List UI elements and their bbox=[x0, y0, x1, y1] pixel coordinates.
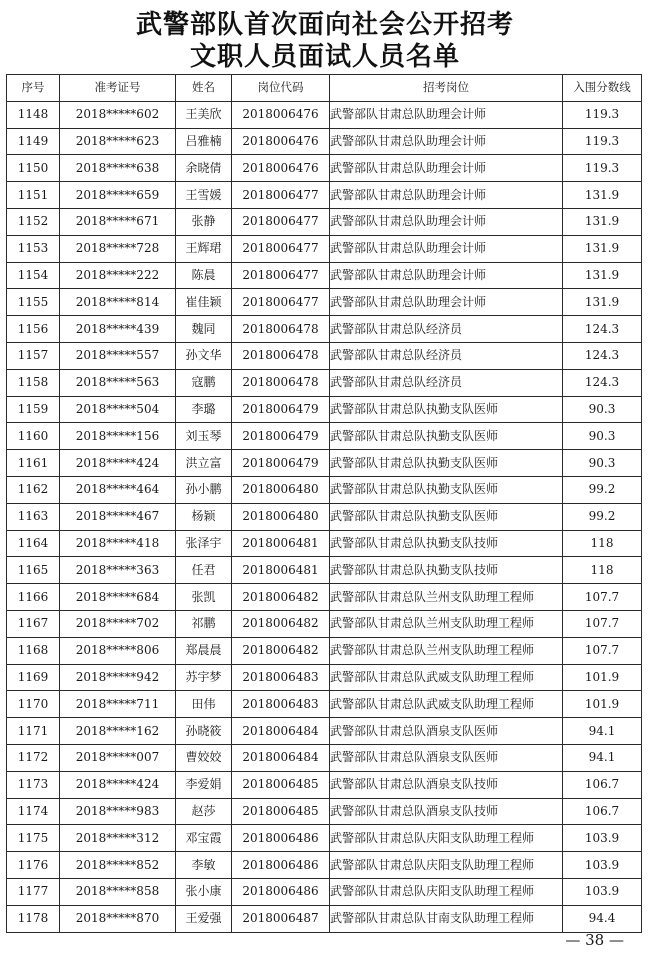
score-cell: 99.2 bbox=[563, 476, 642, 503]
table-row bbox=[7, 852, 642, 879]
post-code-cell: 2018006481 bbox=[232, 530, 330, 557]
name-cell: 刘玉琴 bbox=[176, 423, 232, 450]
seq-cell: 1169 bbox=[7, 664, 60, 691]
ticket-cell: 2018*****363 bbox=[60, 557, 176, 584]
post-cell: 武警部队甘肃总队执勤支队技师 bbox=[330, 530, 563, 557]
post-cell: 武警部队甘肃总队助理会计师 bbox=[330, 289, 563, 316]
table-row bbox=[7, 289, 642, 316]
name-cell: 余晓倩 bbox=[176, 155, 232, 182]
post-code-cell: 2018006477 bbox=[232, 262, 330, 289]
page-number: — 38 — bbox=[565, 931, 624, 949]
score-cell: 131.9 bbox=[563, 235, 642, 262]
ticket-cell: 2018*****638 bbox=[60, 155, 176, 182]
name-cell: 洪立富 bbox=[176, 450, 232, 477]
post-cell: 武警部队甘肃总队庆阳支队助理工程师 bbox=[330, 878, 563, 905]
score-cell: 118 bbox=[563, 530, 642, 557]
table-row bbox=[7, 476, 642, 503]
name-cell: 李敏 bbox=[176, 852, 232, 879]
post-code-cell: 2018006484 bbox=[232, 718, 330, 745]
score-cell: 131.9 bbox=[563, 182, 642, 209]
ticket-cell: 2018*****464 bbox=[60, 476, 176, 503]
score-cell: 124.3 bbox=[563, 316, 642, 343]
table-row bbox=[7, 182, 642, 209]
ticket-cell: 2018*****222 bbox=[60, 262, 176, 289]
table-row bbox=[7, 771, 642, 798]
score-cell: 103.9 bbox=[563, 878, 642, 905]
post-code-cell: 2018006482 bbox=[232, 584, 330, 611]
seq-cell: 1148 bbox=[7, 101, 60, 128]
score-cell: 118 bbox=[563, 557, 642, 584]
table-row bbox=[7, 342, 642, 369]
post-code-cell: 2018006486 bbox=[232, 852, 330, 879]
seq-cell: 1171 bbox=[7, 718, 60, 745]
seq-cell: 1151 bbox=[7, 182, 60, 209]
name-cell: 祁鹏 bbox=[176, 610, 232, 637]
post-code-cell: 2018006484 bbox=[232, 744, 330, 771]
post-code-cell: 2018006485 bbox=[232, 771, 330, 798]
name-cell: 张凯 bbox=[176, 584, 232, 611]
ticket-cell: 2018*****852 bbox=[60, 852, 176, 879]
score-cell: 90.3 bbox=[563, 396, 642, 423]
score-cell: 131.9 bbox=[563, 208, 642, 235]
seq-cell: 1160 bbox=[7, 423, 60, 450]
seq-cell: 1172 bbox=[7, 744, 60, 771]
post-cell: 武警部队甘肃总队甘南支队助理工程师 bbox=[330, 905, 563, 932]
page-title-line-1: 武警部队首次面向社会公开招考 bbox=[135, 10, 514, 40]
name-cell: 孙小鹏 bbox=[176, 476, 232, 503]
name-cell: 张静 bbox=[176, 208, 232, 235]
post-code-cell: 2018006486 bbox=[232, 825, 330, 852]
ticket-cell: 2018*****671 bbox=[60, 208, 176, 235]
post-cell: 武警部队甘肃总队执勤支队医师 bbox=[330, 423, 563, 450]
post-code-cell: 2018006478 bbox=[232, 369, 330, 396]
post-cell: 武警部队甘肃总队助理会计师 bbox=[330, 182, 563, 209]
table-row bbox=[7, 503, 642, 530]
post-cell: 武警部队甘肃总队酒泉支队技师 bbox=[330, 771, 563, 798]
post-cell: 武警部队甘肃总队助理会计师 bbox=[330, 262, 563, 289]
ticket-cell: 2018*****659 bbox=[60, 182, 176, 209]
ticket-cell: 2018*****623 bbox=[60, 128, 176, 155]
header-name: 姓名 bbox=[176, 75, 232, 102]
post-code-cell: 2018006477 bbox=[232, 182, 330, 209]
score-cell: 124.3 bbox=[563, 369, 642, 396]
post-code-cell: 2018006482 bbox=[232, 610, 330, 637]
name-cell: 吕雅楠 bbox=[176, 128, 232, 155]
table-row bbox=[7, 557, 642, 584]
table-row bbox=[7, 101, 642, 128]
table-row bbox=[7, 262, 642, 289]
post-cell: 武警部队甘肃总队经济员 bbox=[330, 316, 563, 343]
post-code-cell: 2018006476 bbox=[232, 155, 330, 182]
ticket-cell: 2018*****983 bbox=[60, 798, 176, 825]
name-cell: 崔佳颖 bbox=[176, 289, 232, 316]
score-cell: 94.1 bbox=[563, 744, 642, 771]
score-cell: 94.4 bbox=[563, 905, 642, 932]
seq-cell: 1170 bbox=[7, 691, 60, 718]
post-cell: 武警部队甘肃总队执勤支队医师 bbox=[330, 396, 563, 423]
name-cell: 寇鹏 bbox=[176, 369, 232, 396]
table-row bbox=[7, 610, 642, 637]
seq-cell: 1178 bbox=[7, 905, 60, 932]
header-post: 招考岗位 bbox=[330, 75, 563, 102]
score-cell: 90.3 bbox=[563, 423, 642, 450]
seq-cell: 1155 bbox=[7, 289, 60, 316]
score-cell: 131.9 bbox=[563, 262, 642, 289]
table-row bbox=[7, 798, 642, 825]
seq-cell: 1163 bbox=[7, 503, 60, 530]
score-cell: 119.3 bbox=[563, 101, 642, 128]
post-cell: 武警部队甘肃总队助理会计师 bbox=[330, 128, 563, 155]
header-score: 入围分数线 bbox=[563, 75, 642, 102]
seq-cell: 1159 bbox=[7, 396, 60, 423]
header-post-code: 岗位代码 bbox=[232, 75, 330, 102]
seq-cell: 1161 bbox=[7, 450, 60, 477]
ticket-cell: 2018*****602 bbox=[60, 101, 176, 128]
post-cell: 武警部队甘肃总队兰州支队助理工程师 bbox=[330, 637, 563, 664]
ticket-cell: 2018*****858 bbox=[60, 878, 176, 905]
table-row bbox=[7, 718, 642, 745]
ticket-cell: 2018*****563 bbox=[60, 369, 176, 396]
post-cell: 武警部队甘肃总队兰州支队助理工程师 bbox=[330, 610, 563, 637]
post-cell: 武警部队甘肃总队武威支队助理工程师 bbox=[330, 664, 563, 691]
score-cell: 90.3 bbox=[563, 450, 642, 477]
table-row bbox=[7, 691, 642, 718]
seq-cell: 1156 bbox=[7, 316, 60, 343]
name-cell: 杨颖 bbox=[176, 503, 232, 530]
post-cell: 武警部队甘肃总队酒泉支队医师 bbox=[330, 718, 563, 745]
ticket-cell: 2018*****424 bbox=[60, 450, 176, 477]
name-cell: 李爱娟 bbox=[176, 771, 232, 798]
score-cell: 124.3 bbox=[563, 342, 642, 369]
table-row bbox=[7, 744, 642, 771]
post-code-cell: 2018006478 bbox=[232, 316, 330, 343]
table-row bbox=[7, 637, 642, 664]
name-cell: 任君 bbox=[176, 557, 232, 584]
seq-cell: 1152 bbox=[7, 208, 60, 235]
name-cell: 田伟 bbox=[176, 691, 232, 718]
post-code-cell: 2018006476 bbox=[232, 101, 330, 128]
name-cell: 王雪媛 bbox=[176, 182, 232, 209]
post-cell: 武警部队甘肃总队经济员 bbox=[330, 369, 563, 396]
seq-cell: 1166 bbox=[7, 584, 60, 611]
name-cell: 张小康 bbox=[176, 878, 232, 905]
name-cell: 曹姣姣 bbox=[176, 744, 232, 771]
ticket-cell: 2018*****007 bbox=[60, 744, 176, 771]
post-cell: 武警部队甘肃总队经济员 bbox=[330, 342, 563, 369]
name-cell: 王爱强 bbox=[176, 905, 232, 932]
post-cell: 武警部队甘肃总队执勤支队医师 bbox=[330, 476, 563, 503]
seq-cell: 1165 bbox=[7, 557, 60, 584]
candidate-table bbox=[6, 74, 642, 933]
post-cell: 武警部队甘肃总队执勤支队技师 bbox=[330, 557, 563, 584]
post-cell: 武警部队甘肃总队助理会计师 bbox=[330, 101, 563, 128]
ticket-cell: 2018*****728 bbox=[60, 235, 176, 262]
ticket-cell: 2018*****557 bbox=[60, 342, 176, 369]
ticket-cell: 2018*****504 bbox=[60, 396, 176, 423]
ticket-cell: 2018*****156 bbox=[60, 423, 176, 450]
ticket-cell: 2018*****162 bbox=[60, 718, 176, 745]
post-code-cell: 2018006480 bbox=[232, 476, 330, 503]
name-cell: 张泽宇 bbox=[176, 530, 232, 557]
seq-cell: 1150 bbox=[7, 155, 60, 182]
seq-cell: 1157 bbox=[7, 342, 60, 369]
table-row bbox=[7, 530, 642, 557]
table-row bbox=[7, 584, 642, 611]
seq-cell: 1149 bbox=[7, 128, 60, 155]
seq-cell: 1154 bbox=[7, 262, 60, 289]
name-cell: 陈晨 bbox=[176, 262, 232, 289]
table-row bbox=[7, 369, 642, 396]
table-row bbox=[7, 208, 642, 235]
seq-cell: 1167 bbox=[7, 610, 60, 637]
seq-cell: 1176 bbox=[7, 852, 60, 879]
name-cell: 王辉珺 bbox=[176, 235, 232, 262]
ticket-cell: 2018*****711 bbox=[60, 691, 176, 718]
score-cell: 99.2 bbox=[563, 503, 642, 530]
score-cell: 119.3 bbox=[563, 155, 642, 182]
post-code-cell: 2018006476 bbox=[232, 128, 330, 155]
page-title-line-2: 文职人员面试人员名单 bbox=[189, 42, 460, 72]
post-code-cell: 2018006483 bbox=[232, 691, 330, 718]
seq-cell: 1174 bbox=[7, 798, 60, 825]
name-cell: 郑晨晨 bbox=[176, 637, 232, 664]
post-code-cell: 2018006482 bbox=[232, 637, 330, 664]
header-seq: 序号 bbox=[7, 75, 60, 102]
score-cell: 119.3 bbox=[563, 128, 642, 155]
score-cell: 103.9 bbox=[563, 825, 642, 852]
name-cell: 孙晓筱 bbox=[176, 718, 232, 745]
post-cell: 武警部队甘肃总队助理会计师 bbox=[330, 155, 563, 182]
ticket-cell: 2018*****424 bbox=[60, 771, 176, 798]
post-cell: 武警部队甘肃总队武威支队助理工程师 bbox=[330, 691, 563, 718]
post-code-cell: 2018006481 bbox=[232, 557, 330, 584]
table-header-row bbox=[7, 75, 642, 102]
score-cell: 106.7 bbox=[563, 798, 642, 825]
post-code-cell: 2018006477 bbox=[232, 289, 330, 316]
score-cell: 131.9 bbox=[563, 289, 642, 316]
name-cell: 魏同 bbox=[176, 316, 232, 343]
table-row bbox=[7, 664, 642, 691]
seq-cell: 1175 bbox=[7, 825, 60, 852]
post-cell: 武警部队甘肃总队兰州支队助理工程师 bbox=[330, 584, 563, 611]
name-cell: 孙文华 bbox=[176, 342, 232, 369]
score-cell: 103.9 bbox=[563, 852, 642, 879]
post-cell: 武警部队甘肃总队助理会计师 bbox=[330, 208, 563, 235]
header-ticket: 准考证号 bbox=[60, 75, 176, 102]
ticket-cell: 2018*****702 bbox=[60, 610, 176, 637]
score-cell: 107.7 bbox=[563, 637, 642, 664]
post-code-cell: 2018006478 bbox=[232, 342, 330, 369]
table-row bbox=[7, 316, 642, 343]
ticket-cell: 2018*****418 bbox=[60, 530, 176, 557]
post-code-cell: 2018006479 bbox=[232, 450, 330, 477]
table-row bbox=[7, 235, 642, 262]
table-row bbox=[7, 396, 642, 423]
post-code-cell: 2018006477 bbox=[232, 235, 330, 262]
post-code-cell: 2018006483 bbox=[232, 664, 330, 691]
seq-cell: 1153 bbox=[7, 235, 60, 262]
seq-cell: 1177 bbox=[7, 878, 60, 905]
seq-cell: 1168 bbox=[7, 637, 60, 664]
ticket-cell: 2018*****806 bbox=[60, 637, 176, 664]
post-cell: 武警部队甘肃总队酒泉支队技师 bbox=[330, 798, 563, 825]
name-cell: 李璐 bbox=[176, 396, 232, 423]
name-cell: 王美欣 bbox=[176, 101, 232, 128]
score-cell: 107.7 bbox=[563, 610, 642, 637]
table-row bbox=[7, 423, 642, 450]
score-cell: 94.1 bbox=[563, 718, 642, 745]
post-code-cell: 2018006480 bbox=[232, 503, 330, 530]
table-row bbox=[7, 878, 642, 905]
score-cell: 101.9 bbox=[563, 664, 642, 691]
post-cell: 武警部队甘肃总队执勤支队医师 bbox=[330, 450, 563, 477]
post-code-cell: 2018006487 bbox=[232, 905, 330, 932]
ticket-cell: 2018*****312 bbox=[60, 825, 176, 852]
table-row bbox=[7, 825, 642, 852]
post-code-cell: 2018006485 bbox=[232, 798, 330, 825]
post-code-cell: 2018006479 bbox=[232, 423, 330, 450]
ticket-cell: 2018*****467 bbox=[60, 503, 176, 530]
table-row bbox=[7, 128, 642, 155]
post-cell: 武警部队甘肃总队庆阳支队助理工程师 bbox=[330, 852, 563, 879]
name-cell: 赵莎 bbox=[176, 798, 232, 825]
seq-cell: 1164 bbox=[7, 530, 60, 557]
post-code-cell: 2018006479 bbox=[232, 396, 330, 423]
score-cell: 101.9 bbox=[563, 691, 642, 718]
post-code-cell: 2018006477 bbox=[232, 208, 330, 235]
ticket-cell: 2018*****942 bbox=[60, 664, 176, 691]
name-cell: 邓宝霞 bbox=[176, 825, 232, 852]
post-code-cell: 2018006486 bbox=[232, 878, 330, 905]
post-cell: 武警部队甘肃总队助理会计师 bbox=[330, 235, 563, 262]
table-row bbox=[7, 155, 642, 182]
ticket-cell: 2018*****814 bbox=[60, 289, 176, 316]
post-cell: 武警部队甘肃总队酒泉支队医师 bbox=[330, 744, 563, 771]
ticket-cell: 2018*****870 bbox=[60, 905, 176, 932]
seq-cell: 1173 bbox=[7, 771, 60, 798]
score-cell: 107.7 bbox=[563, 584, 642, 611]
seq-cell: 1158 bbox=[7, 369, 60, 396]
ticket-cell: 2018*****684 bbox=[60, 584, 176, 611]
ticket-cell: 2018*****439 bbox=[60, 316, 176, 343]
score-cell: 106.7 bbox=[563, 771, 642, 798]
name-cell: 苏宇梦 bbox=[176, 664, 232, 691]
table-row bbox=[7, 450, 642, 477]
post-cell: 武警部队甘肃总队庆阳支队助理工程师 bbox=[330, 825, 563, 852]
post-cell: 武警部队甘肃总队执勤支队医师 bbox=[330, 503, 563, 530]
table-row bbox=[7, 905, 642, 932]
seq-cell: 1162 bbox=[7, 476, 60, 503]
